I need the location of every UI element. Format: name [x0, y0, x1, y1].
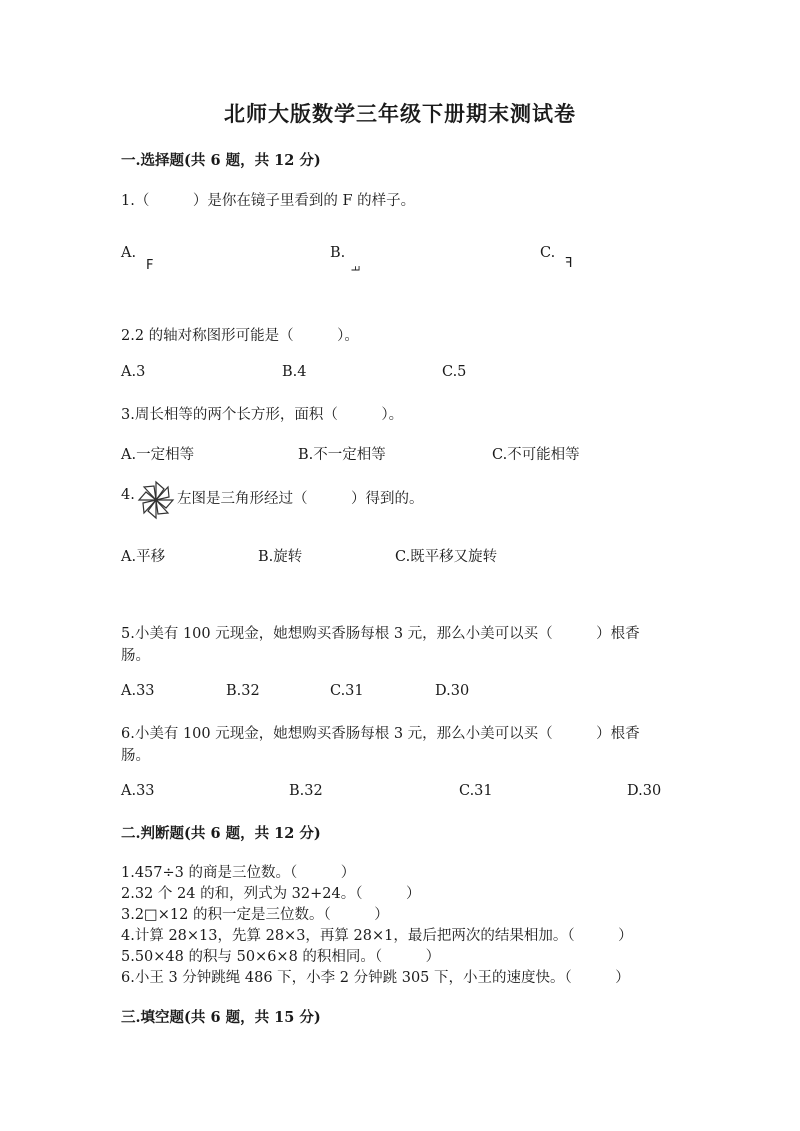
question-2-option-c: C.5 [442, 364, 467, 380]
judge-item-2: 2.32 个 24 的和，列式为 32+24。（ ） [121, 886, 421, 902]
pinwheel-figure [137, 480, 175, 520]
judge-item-1: 1.457÷3 的商是三位数。（ ） [121, 865, 356, 881]
judge-item-3: 3.2□×12 的积一定是三位数。（ ） [121, 907, 389, 923]
question-5-option-a: A.33 [121, 683, 155, 699]
question-1-option-a: A. [121, 245, 137, 261]
question-1-stem: 1.（ ）是你在镜子里看到的 F 的样子。 [121, 193, 416, 209]
f-rotated-icon: F [348, 265, 362, 272]
question-2-option-b: B.4 [282, 364, 307, 380]
question-1-option-c: C. [540, 245, 556, 261]
question-5-option-d: D.30 [435, 683, 470, 699]
question-6-option-d: D.30 [627, 783, 662, 799]
question-6-option-a: A.33 [121, 783, 155, 799]
question-4-number: 4. [121, 487, 135, 503]
judge-item-5: 5.50×48 的积与 50×6×8 的积相同。（ ） [121, 949, 441, 965]
question-4-stem: 左图是三角形经过（ ）得到的。 [177, 491, 424, 507]
question-6-option-c: C.31 [459, 783, 493, 799]
page-title: 北师大版数学三年级下册期末测试卷 [224, 101, 576, 126]
question-1-option-b: B. [330, 245, 346, 261]
question-3-stem: 3.周长相等的两个长方形，面积（ ）。 [121, 407, 404, 423]
question-6-option-b: B.32 [289, 783, 323, 799]
question-2-stem: 2.2 的轴对称图形可能是（ ）。 [121, 328, 359, 344]
question-5-stem-line-1: 5.小美有 100 元现金，她想购买香肠每根 3 元，那么小美可以买（ ）根香 [121, 626, 640, 642]
question-3-option-a: A.一定相等 [121, 447, 195, 463]
f-mirrored-icon: F [565, 256, 573, 271]
section-heading-judge: 二.判断题(共 6 题，共 12 分) [121, 825, 321, 842]
question-6-stem-line-2: 肠。 [121, 748, 150, 764]
section-heading-fill: 三.填空题(共 6 题，共 15 分) [121, 1009, 321, 1026]
question-5-option-b: B.32 [226, 683, 260, 699]
question-5-option-c: C.31 [330, 683, 364, 699]
question-4-option-a: A.平移 [121, 549, 166, 565]
question-2-option-a: A.3 [121, 364, 146, 380]
question-3-option-c: C.不可能相等 [492, 447, 580, 463]
question-5-stem-line-2: 肠。 [121, 648, 150, 664]
judge-item-6: 6.小王 3 分钟跳绳 486 下，小李 2 分钟跳 305 下，小王的速度快。（ ） [121, 970, 630, 986]
question-4-option-b: B.旋转 [258, 549, 303, 565]
f-normal-icon: F [146, 258, 154, 273]
question-3-option-b: B.不一定相等 [298, 447, 386, 463]
question-4-option-c: C.既平移又旋转 [395, 549, 498, 565]
section-heading-choice: 一.选择题(共 6 题，共 12 分) [121, 152, 321, 169]
judge-item-4: 4.计算 28×13，先算 28×3，再算 28×1，最后把两次的结果相加。（ ） [121, 928, 633, 944]
question-6-stem-line-1: 6.小美有 100 元现金，她想购买香肠每根 3 元，那么小美可以买（ ）根香 [121, 726, 640, 742]
